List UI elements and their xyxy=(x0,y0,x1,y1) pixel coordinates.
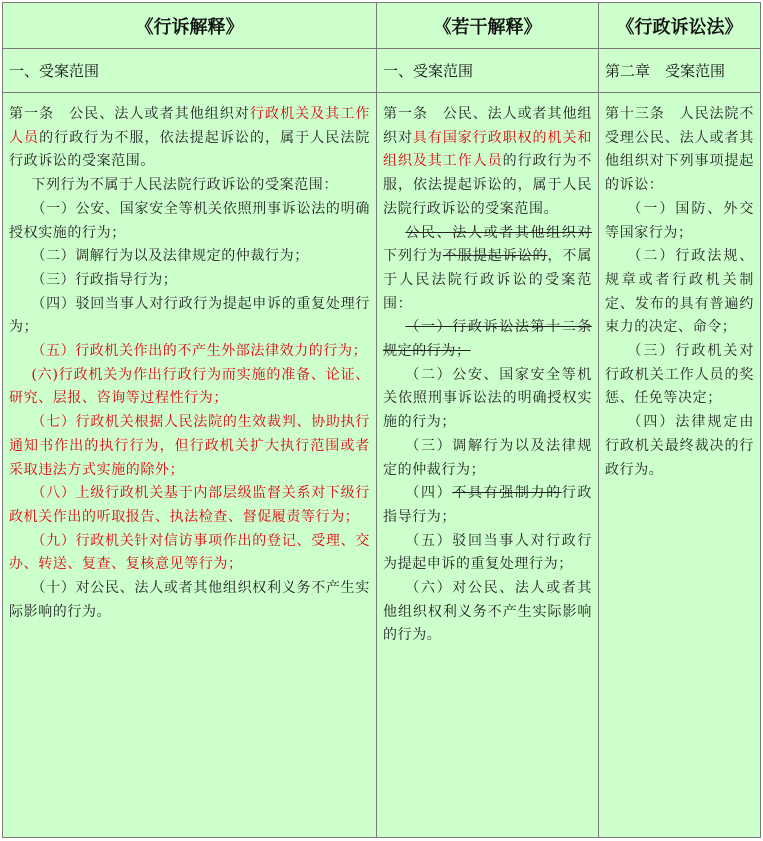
section-row xyxy=(3,49,761,93)
clause-text: （二）行政法规、规章或者行政机关制定、发布的具有普遍约束力的决定、命令； xyxy=(605,248,754,336)
deleted-text: 公民、法人或者其他组织对 xyxy=(405,224,592,241)
clause-paragraph xyxy=(9,364,370,411)
clause-paragraph xyxy=(383,577,592,648)
clause-paragraph xyxy=(383,530,592,577)
header-cell: 《若干解释》 xyxy=(377,3,599,49)
clause-paragraph xyxy=(605,198,754,245)
clause-text: 第十三条 人民法院不受理公民、法人或者其他组织对下列事项提起的诉讼： xyxy=(605,106,754,194)
highlighted-text: （七）行政机关根据人民法院的生效裁判、协助执行通知书作出的执行行为，但行政机关扩大执行范围或者采取违法方式实施的除外； xyxy=(9,414,370,478)
section-title: 一、受案范围 xyxy=(377,49,599,93)
deleted-text: 不服提起诉讼的 xyxy=(442,248,548,265)
highlighted-text: （八）上级行政机关基于内部层级监督关系对下级行政机关作出的听取报告、执法检查、督促履责等行为； xyxy=(9,485,370,525)
clause-paragraph xyxy=(9,269,370,293)
clause-text: 下列行为不属于人民法院行政诉讼的受案范围： xyxy=(31,177,338,194)
clause-text: 的行政行为不服，依法提起诉讼的，属于人民法院行政诉讼的受案范围。 xyxy=(383,153,592,217)
clause-paragraph xyxy=(9,340,370,364)
highlighted-text: （九）行政机关针对信访事项作出的登记、受理、交办、转送、复查、复核意见等行为； xyxy=(9,532,370,573)
clause-paragraph xyxy=(383,364,592,435)
clause-paragraph xyxy=(9,293,370,340)
comparison-table xyxy=(2,2,761,838)
clause-paragraph xyxy=(383,222,592,317)
clause-paragraph xyxy=(9,411,370,482)
clause-paragraph xyxy=(9,103,370,174)
header-row xyxy=(3,3,761,49)
clause-text: 第一条 公民、法人或者其他组织对 xyxy=(383,106,592,146)
column-xingzheng-susong-fa xyxy=(599,93,761,838)
column-ruogan-jieshi xyxy=(377,93,599,838)
section-title: 第二章 受案范围 xyxy=(599,49,761,93)
header-cell: 《行政诉讼法》 xyxy=(599,3,761,49)
clause-text: 下列行为 xyxy=(383,248,443,265)
clause-paragraph xyxy=(9,530,370,577)
column-xingsu-jieshi xyxy=(3,93,377,838)
clause-text: （三）行政机关对行政机关工作人员的奖惩、任免等决定； xyxy=(605,343,754,407)
clause-paragraph xyxy=(605,245,754,340)
clause-paragraph xyxy=(383,482,592,529)
clause-paragraph xyxy=(9,245,370,269)
clause-text: 行政指导行为； xyxy=(383,485,593,525)
deleted-text: （一）行政诉讼法第十二条规定的行为； xyxy=(383,319,592,360)
clause-paragraph xyxy=(9,198,370,245)
content-row xyxy=(3,93,761,838)
clause-text: ，不属于人民法院行政诉讼的受案范围： xyxy=(383,248,592,312)
clause-text: （三）行政指导行为； xyxy=(31,271,178,288)
clause-text: （二）调解行为以及法律规定的仲裁行为； xyxy=(31,248,309,265)
clause-text: （一）国防、外交等国家行为； xyxy=(605,200,754,241)
clause-paragraph xyxy=(9,577,370,624)
clause-text: （四）法律规定由行政机关最终裁决的行政行为。 xyxy=(605,414,754,478)
clause-text: （二）公安、国家安全等机关依照刑事诉讼法的明确授权实施的行为； xyxy=(383,366,592,431)
deleted-text: 不具有强制力的 xyxy=(452,485,562,502)
clause-text: （四） xyxy=(405,485,453,502)
header-cell: 《行诉解释》 xyxy=(3,3,377,49)
clause-text: （三）调解行为以及法律规定的仲裁行为； xyxy=(383,437,592,478)
clause-paragraph xyxy=(383,316,592,363)
clause-text: （十）对公民、法人或者其他组织权利义务不产生实际影响的行为。 xyxy=(9,580,370,620)
clause-paragraph xyxy=(605,103,754,198)
highlighted-text: （五）行政机关作出的不产生外部法律效力的行为； xyxy=(31,343,368,360)
clause-text: （一）公安、国家安全等机关依照刑事诉讼法的明确授权实施的行为； xyxy=(9,200,370,241)
highlighted-text: 行政机关及其工作人员 xyxy=(9,106,370,146)
clause-paragraph xyxy=(9,174,370,198)
clause-paragraph xyxy=(9,482,370,529)
clause-paragraph xyxy=(383,103,592,222)
clause-text: （四）驳回当事人对行政行为提起申诉的重复处理行为； xyxy=(9,295,370,336)
section-title: 一、受案范围 xyxy=(3,49,377,93)
highlighted-text: 具有国家行政职权的机关和组织及其工作人员 xyxy=(383,129,593,170)
clause-text: （五）驳回当事人对行政行为提起申诉的重复处理行为； xyxy=(383,532,592,573)
highlighted-text: (六)行政机关为作出行政行为而实施的准备、论证、研究、层报、咨询等过程性行为； xyxy=(9,366,370,407)
clause-text: （六）对公民、法人或者其他组织权利义务不产生实际影响的行为。 xyxy=(383,580,592,644)
clause-paragraph xyxy=(605,340,754,411)
clause-text: 第一条 公民、法人或者其他组织对 xyxy=(9,106,250,122)
clause-paragraph xyxy=(605,411,754,482)
clause-paragraph xyxy=(383,435,592,482)
clause-text: 的行政行为不服，依法提起诉讼的，属于人民法院行政诉讼的受案范围。 xyxy=(9,129,370,170)
